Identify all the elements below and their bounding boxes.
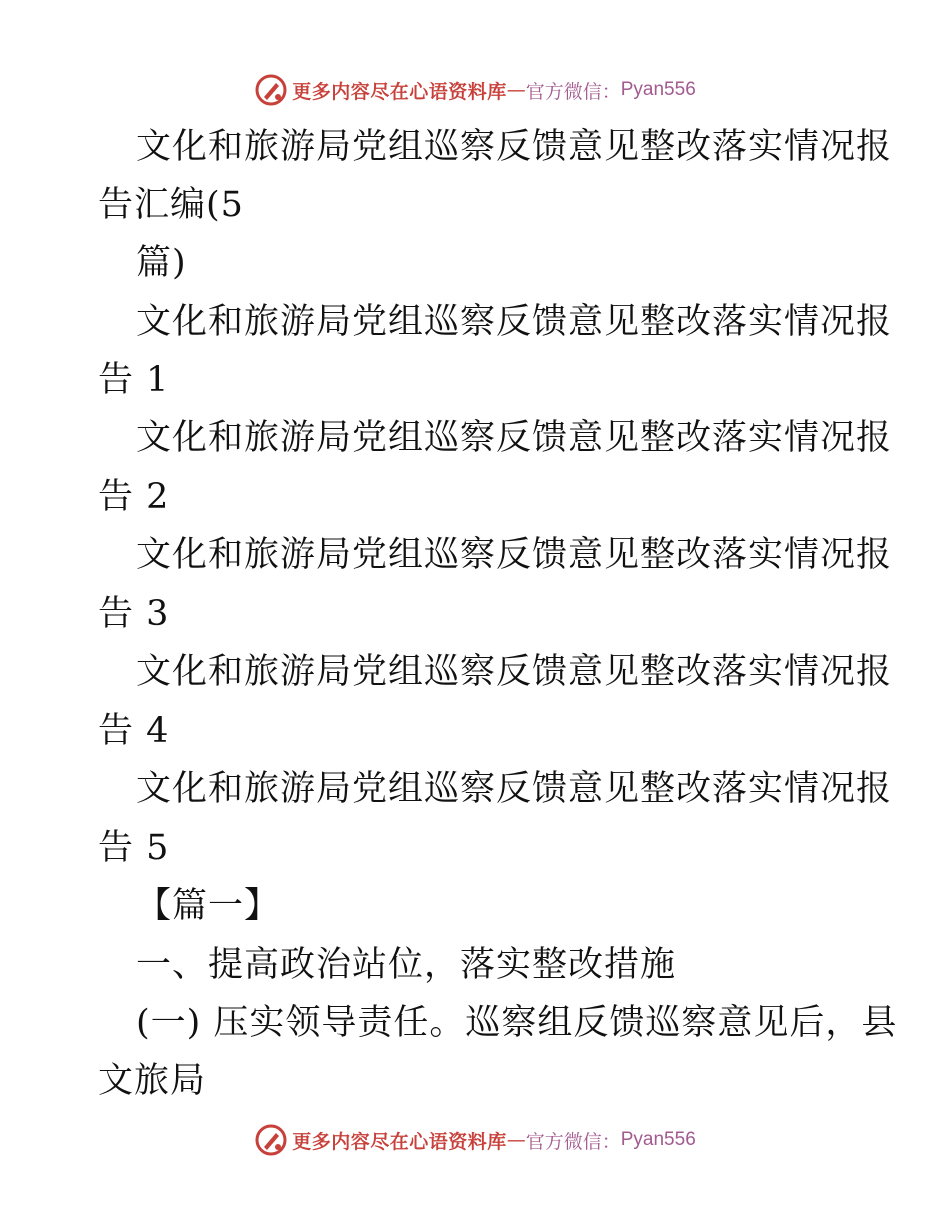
- toc-item-1-line-1: 文化和旅游局党组巡察反馈意见整改落实情况报: [136, 302, 893, 342]
- toc-item-4-line-1: 文化和旅游局党组巡察反馈意见整改落实情况报: [136, 652, 893, 692]
- subsection-heading: 一、提高政治站位，落实整改措施: [136, 945, 677, 985]
- watermark-wechat-id: Pyan556: [620, 79, 696, 100]
- watermark-wechat-label: 官方微信：: [525, 80, 621, 103]
- watermark-wechat-label: 官方微信：: [525, 1130, 621, 1153]
- doc-title-line-3: 篇): [136, 243, 187, 283]
- footer-watermark: [0, 1120, 950, 1160]
- paragraph-line-2: 文旅局: [98, 1061, 207, 1101]
- toc-item-2-line-1: 文化和旅游局党组巡察反馈意见整改落实情况报: [136, 418, 893, 458]
- logo-icon: [254, 1123, 288, 1157]
- toc-item-2-line-2: 告 2: [98, 477, 170, 517]
- watermark-wechat-id: Pyan556: [620, 1129, 696, 1150]
- toc-item-5-line-1: 文化和旅游局党组巡察反馈意见整改落实情况报: [136, 769, 893, 809]
- toc-item-1-line-2: 告 1: [98, 360, 170, 400]
- toc-item-3-line-1: 文化和旅游局党组巡察反馈意见整改落实情况报: [136, 535, 893, 575]
- toc-item-4-line-2: 告 4: [98, 711, 170, 751]
- doc-title-line-1: 文化和旅游局党组巡察反馈意见整改落实情况报: [136, 127, 893, 167]
- doc-title-line-2: 告汇编(5: [98, 185, 244, 225]
- toc-item-3-line-2: 告 3: [98, 594, 170, 634]
- watermark-dash: —: [506, 1129, 526, 1151]
- section-heading: 【篇一】: [136, 886, 281, 926]
- watermark-main-text: 更多内容尽在心语资料库: [292, 80, 507, 103]
- watermark-main-text: 更多内容尽在心语资料库: [292, 1130, 507, 1153]
- paragraph-line-1: (一) 压实领导责任。巡察组反馈巡察意见后，县: [136, 1003, 898, 1043]
- watermark-dash: —: [506, 79, 526, 101]
- toc-item-5-line-2: 告 5: [98, 828, 170, 868]
